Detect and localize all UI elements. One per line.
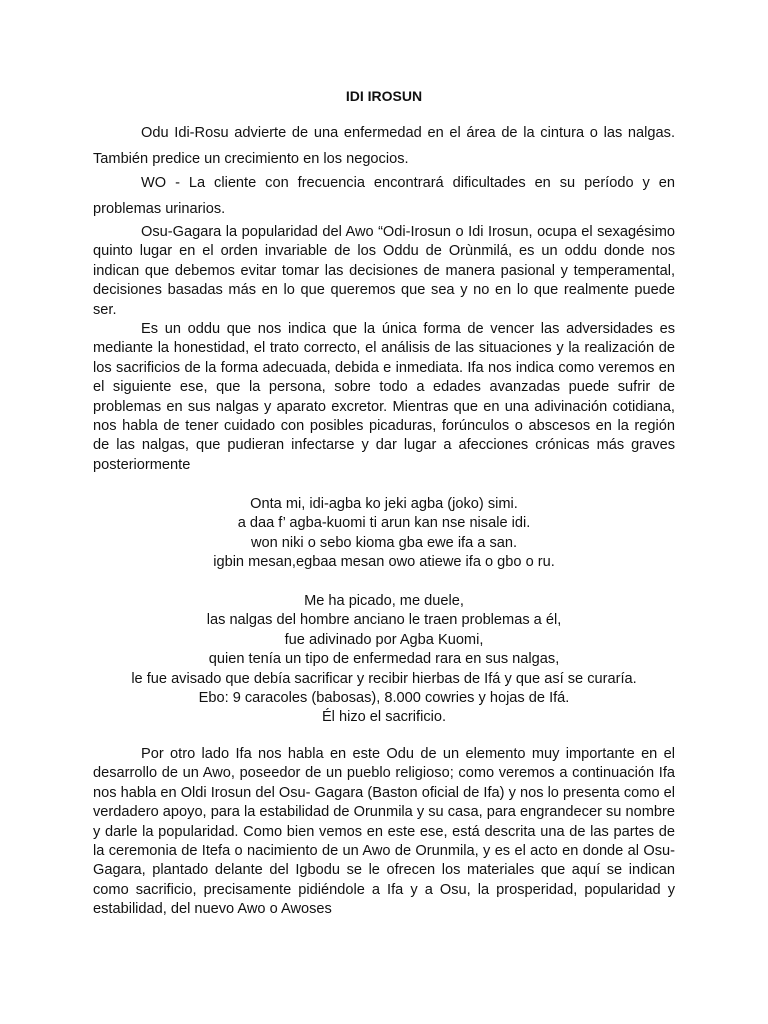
verse-yoruba: [93, 495, 675, 573]
paragraph-osu-gagara: Osu-Gagara la popularidad del Awo “Odi-Irosun o Idi Irosun, ocupa el sexagésimo quinto lugar en el orden invariable de los Oddu de Orùnmilá, es un oddu donde nos indican que debemos evitar tomar las decisiones de manera pasional y temperamental, decisiones basadas más en lo que queremos que sea y no en lo que realmente puede ser.: [93, 224, 675, 318]
paragraph-adversidades: Es un oddu que nos indica que la única forma de vencer las adversidades es mediante la honestidad, el trato correcto, el análisis de las situaciones y la realización de los sacrificios de la forma adecuada, debida e inmediata. Ifa nos indica como veremos en el siguiente ese, que la persona, sobre todo a edades avanzadas puede sufrir de problemas en sus nalgas y aparato excretor. Mientras que en una adivinación cotidiana, nos habla de tener cuidado con posibles picaduras, forúnculos o abscesos en la región de las nalgas, que pudieran infectarse y dar lugar a afecciones crónicas más graves posteriormente: [93, 321, 675, 473]
paragraph-osu-gagara-ifa: Por otro lado Ifa nos habla en este Odu de un elemento muy importante en el desarrollo de un Awo, poseedor de un pueblo religioso; como veremos a continuación Ifa nos habla en Oldi Irosun del Osu- Gagara (Baston oficial de Ifa) y nos lo presenta como el verdadero apoyo, para la estabilidad de Orunmila y su casa, para engrandecer su nombre y darle la popularidad. Como bien vemos en este ese, está descrita una de las partes de la ceremonia de Itefa o nacimiento de un Awo de Orunmila, y es el acto en donde al Osu- Gagara, plantado delante del Igbodu se le ofrecen los materiales que aquí se indican como sacrificio, precisamente pidiéndole a Ifa y a Osu, la prosperidad, popularidad y estabilidad, del nuevo Awo o Awoses: [93, 746, 675, 918]
paragraph-odu-warning: Odu Idi-Rosu advierte de una enfermedad en el área de la cintura o las nalgas. También predice un crecimiento en los negocios.: [93, 125, 675, 167]
verse-line: Onta mi, idi-agba ko jeki agba (joko) simi.: [250, 496, 518, 512]
verse-line: igbin mesan,egbaa mesan owo atiewe ifa o gbo o ru.: [213, 554, 555, 571]
paragraph-wo: WO - La cliente con frecuencia encontrará dificultades en su período y en problemas urinarios.: [93, 175, 675, 217]
verse-line: le fue avisado que debía sacrificar y recibir hierbas de Ifá y que así se curaría.: [131, 670, 637, 687]
verse-spanish: [93, 592, 675, 728]
verse-line: las nalgas del hombre anciano le traen problemas a él,: [206, 612, 562, 629]
verse-line: Él hizo el sacrificio.: [321, 709, 447, 726]
document-title: IDI IROSUN: [345, 88, 423, 104]
verse-line: Me ha picado, me duele,: [304, 593, 464, 609]
verse-line: a daa f’ agba-kuomi ti arun kan nse nisale idi.: [237, 515, 531, 532]
verse-line: Ebo: 9 caracoles (babosas), 8.000 cowries y hojas de Ifá.: [198, 690, 570, 707]
verse-line: fue adivinado por Agba Kuomi,: [284, 631, 484, 648]
verse-line: quien tenía un tipo de enfermedad rara en sus nalgas,: [208, 651, 560, 668]
verse-line: won niki o sebo kioma gba ewe ifa a san.: [250, 534, 518, 551]
